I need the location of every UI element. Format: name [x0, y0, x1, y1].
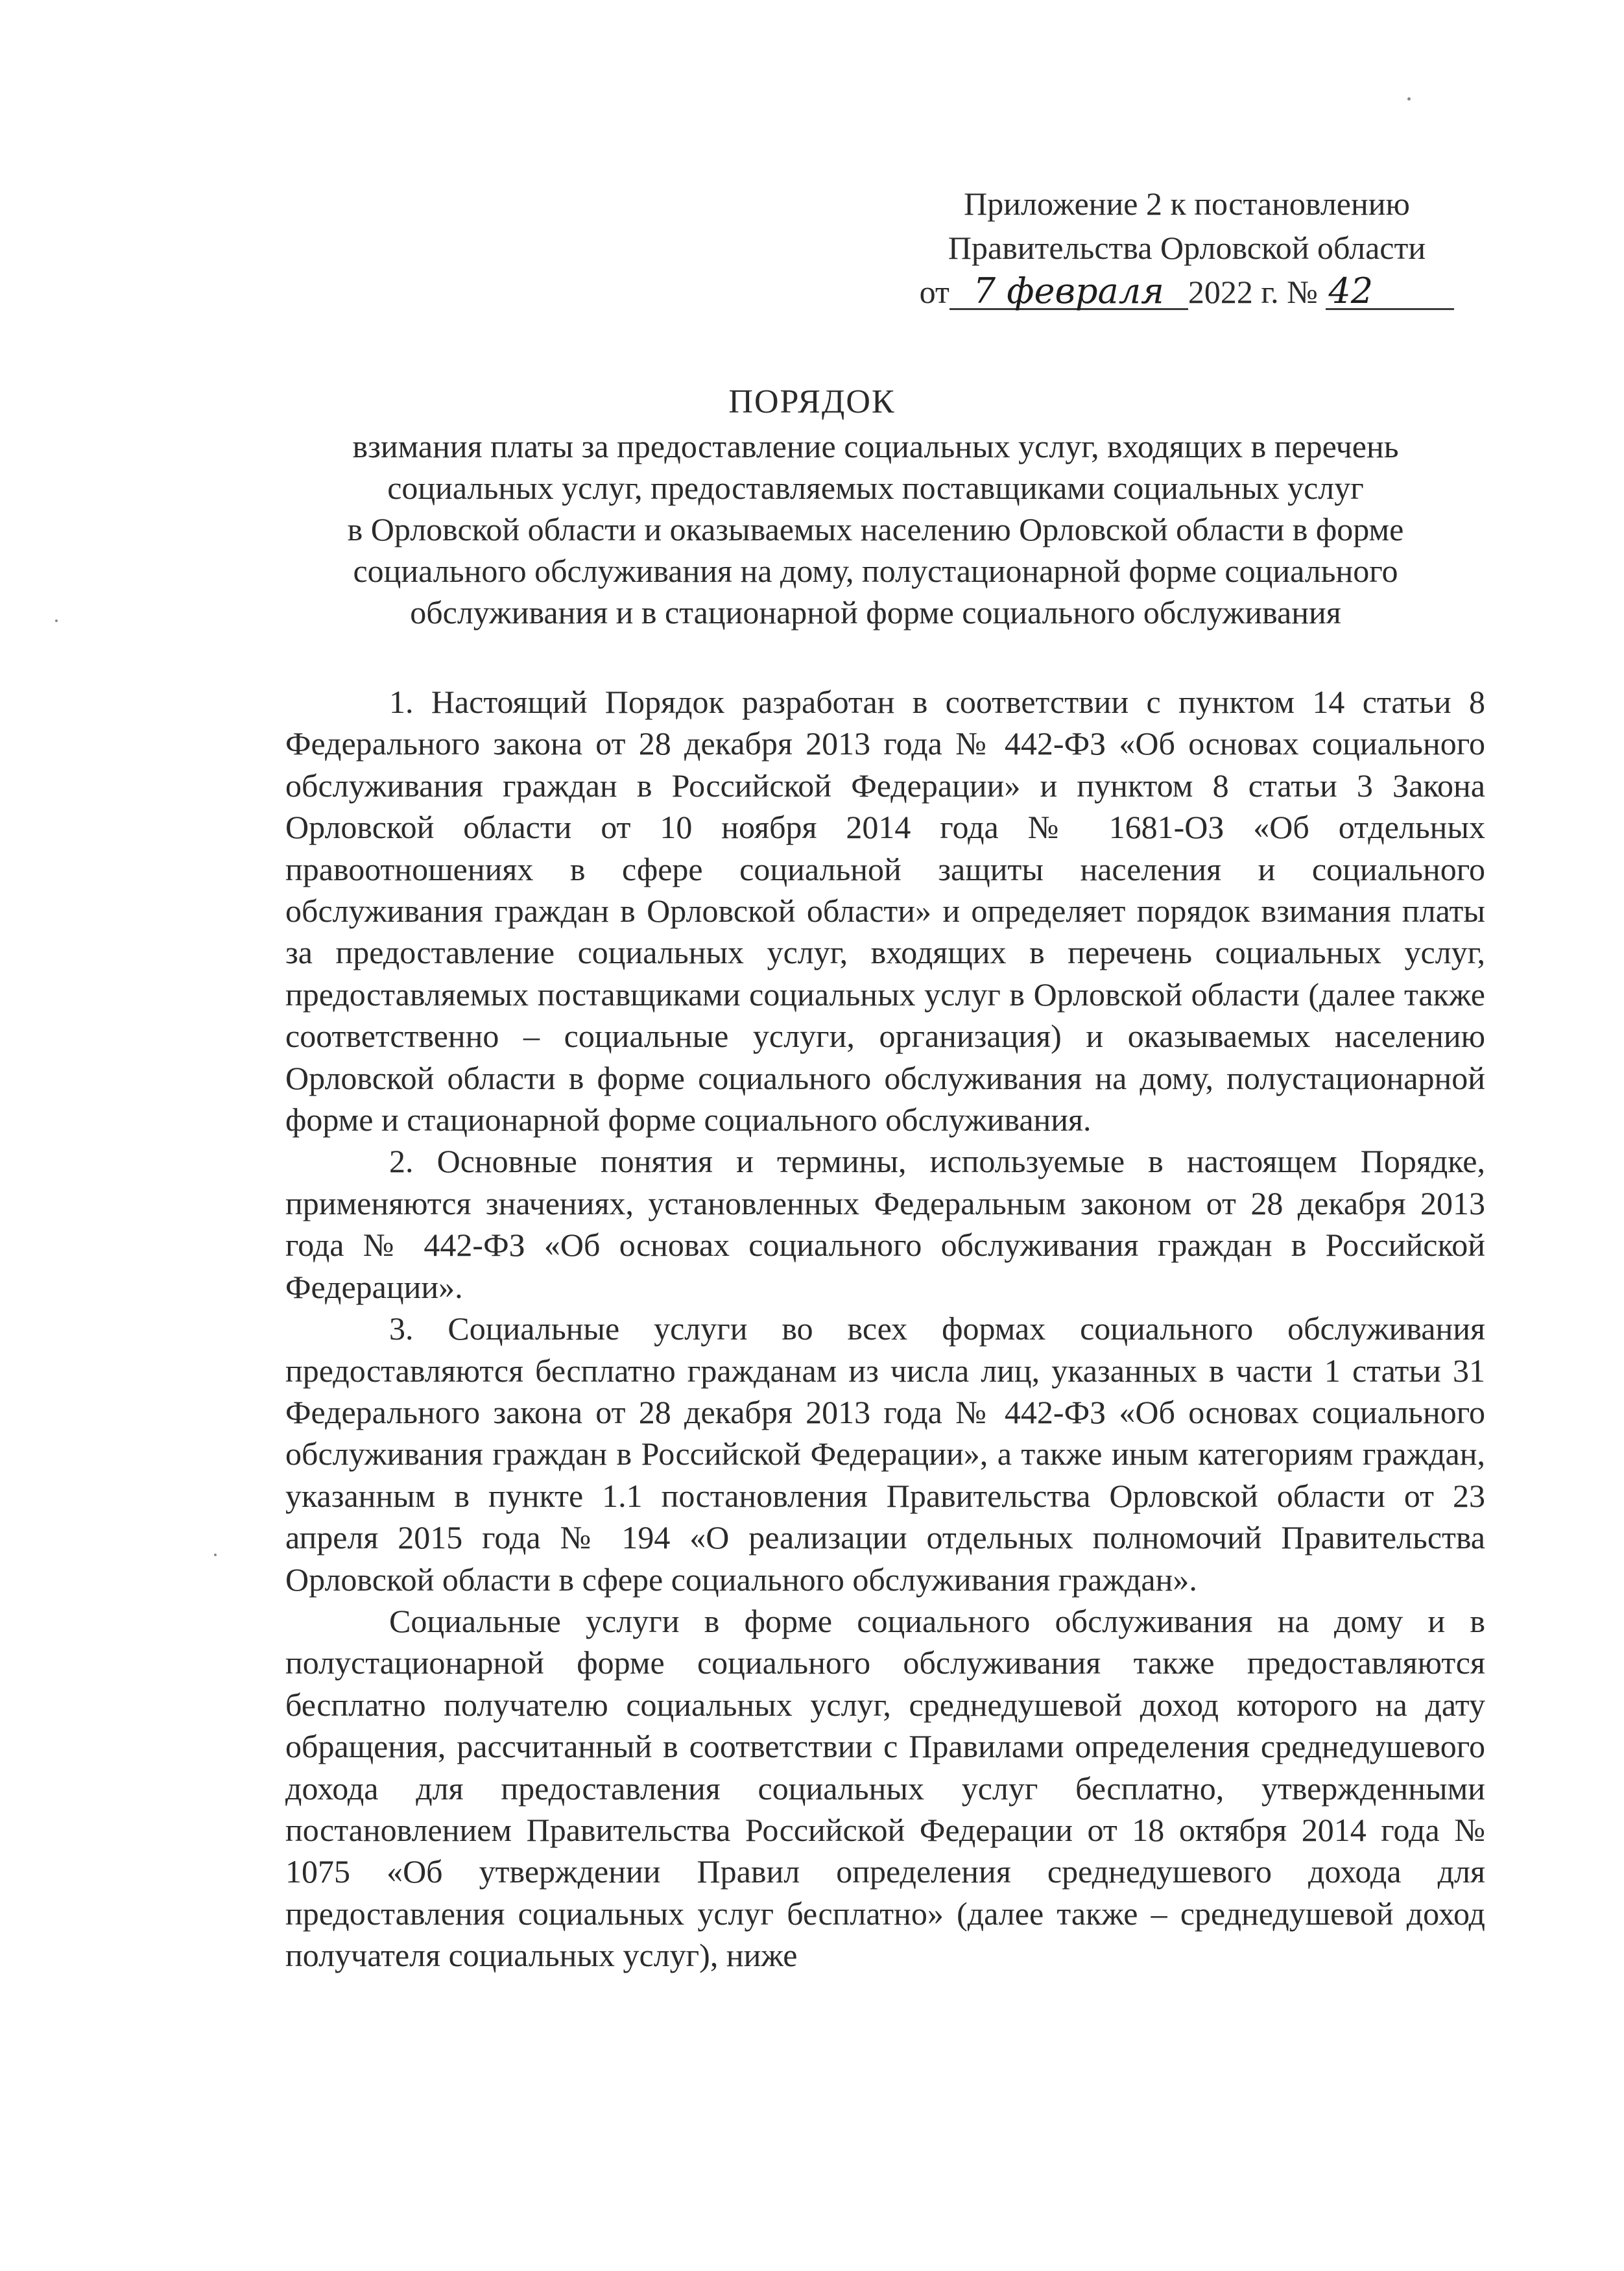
subtitle-line: обслуживания и в стационарной форме социального обслуживания: [410, 594, 1341, 631]
paragraph-3-continuation: Социальные услуги в форме социального обслуживания на дому и в полустационарной форме социального обслуживания также предоставляются бесплатно получателю социальных услуг, среднедушевой доход которого на дату обращения, рассчитанный в соответствии с Правилами определения среднедушевого дохода для предоставления социальных услуг бесплатно, утвержденными постановлением Правительства Российской Федерации от 18 октября 2014 года № 1075 «Об утверждении Правил определения среднедушевого дохода для предоставления социальных услуг бесплатно» (далее также – среднедушевой доход получателя социальных услуг), ниже: [285, 1602, 1485, 1974]
appendix-date-line: [895, 270, 1479, 314]
subtitle-line: социального обслуживания на дому, полустационарной форме социального: [353, 553, 1398, 589]
handwritten-date: 7 февраля: [949, 274, 1188, 310]
date-year: 2022 г. №: [1188, 274, 1318, 310]
scan-speck: [55, 619, 58, 622]
paragraph-1: 1. Настоящий Порядок разработан в соответствии с пунктом 14 статьи 8 Федерального закона от 28 декабря 2013 года № 442-ФЗ «Об основах социального обслуживания граждан в Российской Федерации» и пунктом 8 статьи 3 Закона Орловской области от 10 ноября 2014 года № 1681-ОЗ «Об отдельных правоотношениях в сфере социальной защиты населения и социального обслуживания граждан в Орловской области» и определяет порядок взимания платы за предоставление социальных услуг, входящих в перечень социальных услуг, предоставляемых поставщиками социальных услуг в Орловской области (далее также соответственно – социальные услуги, организация) и оказываемых населению Орловской области в форме социального обслуживания на дому, полустационарной форме и стационарной форме социального обслуживания.: [285, 684, 1485, 1138]
date-prefix: от: [919, 274, 949, 310]
subtitle-line: социальных услуг, предоставляемых поставщиками социальных услуг: [387, 470, 1364, 506]
paragraph-3: 3. Социальные услуги во всех формах социального обслуживания предоставляются бесплатно гражданам из числа лиц, указанных в части 1 статьи 31 Федерального закона от 28 декабря 2013 года № 442-ФЗ «Об основах социального обслуживания граждан в Российской Федерации», а также иным категориям граждан, указанным в пункте 1.1 постановления Правительства Орловской области от 23 апреля 2015 года № 194 «О реализации отдельных полномочий Правительства Орловской области в сфере социального обслуживания граждан».: [285, 1310, 1485, 1598]
paragraph-2: 2. Основные понятия и термины, используемые в настоящем Порядке, применяются значениях, установленных Федеральным законом от 28 декабря 2013 года № 442-ФЗ «Об основах социального обслуживания граждан в Российской Федерации».: [285, 1143, 1485, 1305]
scan-speck: [214, 1554, 217, 1556]
document-title: ПОРЯДОК: [728, 383, 896, 420]
scan-speck: [1407, 97, 1411, 101]
subtitle-line: взимания платы за предоставление социальных услуг, входящих в перечень: [352, 428, 1399, 464]
appendix-line-2: Правительства Орловской области: [948, 230, 1426, 266]
document-subtitle: [272, 426, 1479, 633]
handwritten-number: 42: [1326, 274, 1454, 310]
subtitle-line: в Орловской области и оказываемых населению Орловской области в форме: [347, 511, 1404, 547]
appendix-line-1: Приложение 2 к постановлению: [964, 186, 1410, 222]
appendix-header: [895, 182, 1479, 314]
document-body: [285, 681, 1485, 1977]
